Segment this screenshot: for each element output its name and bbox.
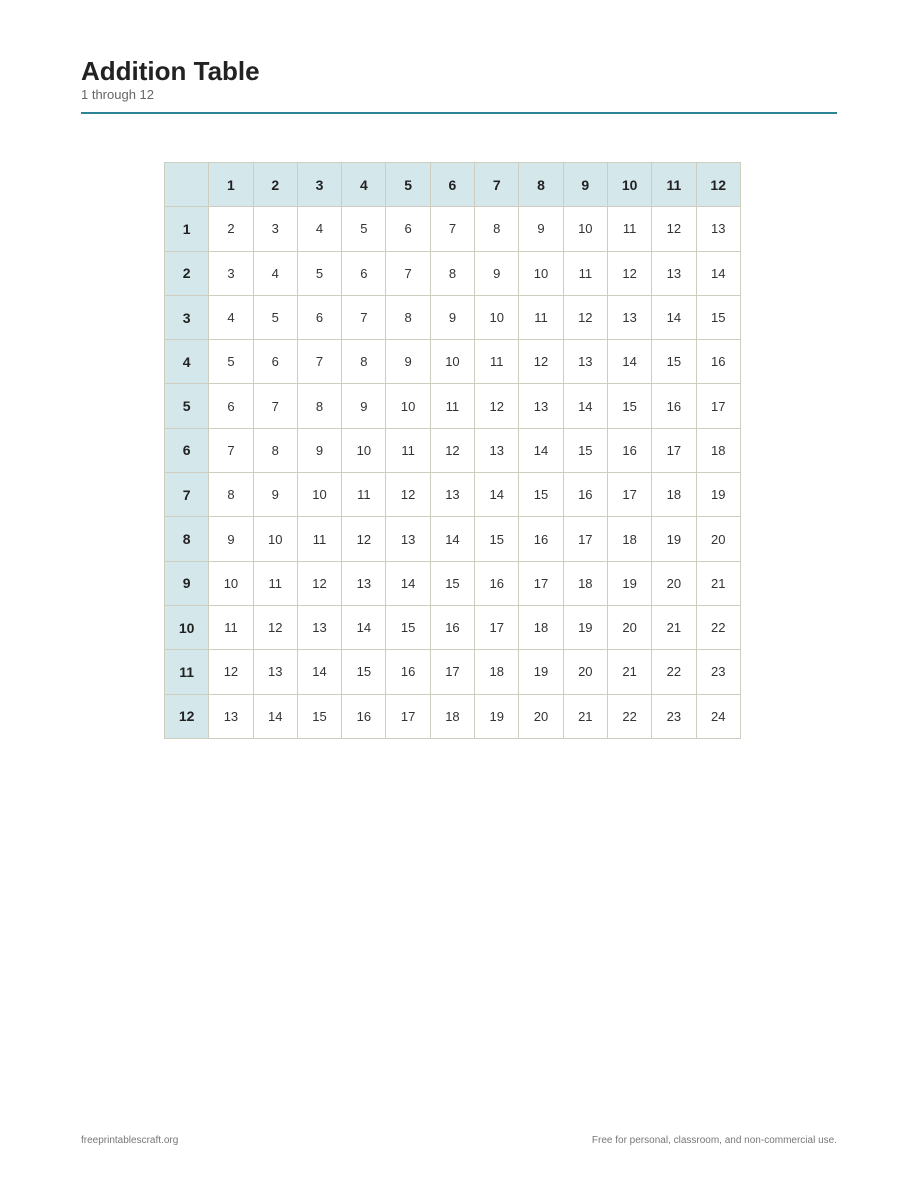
table-cell: 13 bbox=[652, 251, 696, 295]
table-row bbox=[165, 428, 741, 472]
table-cell: 9 bbox=[209, 517, 253, 561]
table-cell: 5 bbox=[297, 251, 341, 295]
table-body bbox=[165, 207, 741, 739]
table-cell: 14 bbox=[607, 340, 651, 384]
table-cell: 19 bbox=[475, 694, 519, 738]
table-cell: 14 bbox=[297, 650, 341, 694]
table-cell: 5 bbox=[342, 207, 386, 251]
table-cell: 15 bbox=[519, 473, 563, 517]
table-cell: 16 bbox=[563, 473, 607, 517]
table-row bbox=[165, 251, 741, 295]
column-header: 7 bbox=[475, 163, 519, 207]
table-cell: 8 bbox=[297, 384, 341, 428]
table-row bbox=[165, 694, 741, 738]
row-header: 12 bbox=[165, 694, 209, 738]
table-cell: 16 bbox=[696, 340, 740, 384]
footer-usage-note: Free for personal, classroom, and non-commercial use. bbox=[591, 1135, 837, 1146]
table-cell: 12 bbox=[386, 473, 430, 517]
table-cell: 18 bbox=[652, 473, 696, 517]
table-cell: 14 bbox=[430, 517, 474, 561]
table-cell: 10 bbox=[253, 517, 297, 561]
table-cell: 11 bbox=[519, 295, 563, 339]
table-cell: 12 bbox=[652, 207, 696, 251]
table-cell: 10 bbox=[342, 428, 386, 472]
table-cell: 11 bbox=[430, 384, 474, 428]
table-cell: 11 bbox=[209, 605, 253, 649]
table-cell: 10 bbox=[430, 340, 474, 384]
table-cell: 22 bbox=[607, 694, 651, 738]
addition-table bbox=[164, 162, 741, 739]
table-cell: 12 bbox=[342, 517, 386, 561]
table-cell: 13 bbox=[475, 428, 519, 472]
row-header: 5 bbox=[165, 384, 209, 428]
table-cell: 5 bbox=[209, 340, 253, 384]
table-cell: 8 bbox=[209, 473, 253, 517]
table-cell: 20 bbox=[652, 561, 696, 605]
table-cell: 14 bbox=[475, 473, 519, 517]
table-cell: 15 bbox=[297, 694, 341, 738]
table-cell: 22 bbox=[696, 605, 740, 649]
row-header: 9 bbox=[165, 561, 209, 605]
table-cell: 13 bbox=[297, 605, 341, 649]
table-cell: 9 bbox=[386, 340, 430, 384]
table-cell: 11 bbox=[386, 428, 430, 472]
table-cell: 11 bbox=[253, 561, 297, 605]
table-cell: 23 bbox=[696, 650, 740, 694]
table-cell: 6 bbox=[386, 207, 430, 251]
table-cell: 14 bbox=[342, 605, 386, 649]
table-cell: 3 bbox=[209, 251, 253, 295]
table-cell: 16 bbox=[342, 694, 386, 738]
table-cell: 17 bbox=[563, 517, 607, 561]
table-cell: 13 bbox=[209, 694, 253, 738]
row-header: 7 bbox=[165, 473, 209, 517]
table-cell: 8 bbox=[386, 295, 430, 339]
table-cell: 13 bbox=[607, 295, 651, 339]
table-cell: 18 bbox=[607, 517, 651, 561]
table-cell: 15 bbox=[607, 384, 651, 428]
table-cell: 8 bbox=[475, 207, 519, 251]
row-header: 11 bbox=[165, 650, 209, 694]
table-cell: 16 bbox=[475, 561, 519, 605]
table-cell: 16 bbox=[386, 650, 430, 694]
table-cell: 6 bbox=[209, 384, 253, 428]
table-cell: 15 bbox=[386, 605, 430, 649]
table-cell: 7 bbox=[209, 428, 253, 472]
table-cell: 11 bbox=[297, 517, 341, 561]
table-cell: 21 bbox=[652, 605, 696, 649]
table-cell: 11 bbox=[475, 340, 519, 384]
table-cell: 18 bbox=[519, 605, 563, 649]
table-cell: 10 bbox=[209, 561, 253, 605]
column-header: 1 bbox=[209, 163, 253, 207]
column-header: 4 bbox=[342, 163, 386, 207]
table-cell: 19 bbox=[607, 561, 651, 605]
table-cell: 5 bbox=[253, 295, 297, 339]
table-cell: 21 bbox=[696, 561, 740, 605]
row-header: 6 bbox=[165, 428, 209, 472]
column-header: 12 bbox=[696, 163, 740, 207]
column-header: 11 bbox=[652, 163, 696, 207]
table-cell: 20 bbox=[563, 650, 607, 694]
column-header: 5 bbox=[386, 163, 430, 207]
table-cell: 12 bbox=[607, 251, 651, 295]
table-cell: 13 bbox=[563, 340, 607, 384]
column-header: 3 bbox=[297, 163, 341, 207]
table-cell: 18 bbox=[475, 650, 519, 694]
column-header-row bbox=[165, 163, 741, 207]
table-cell: 12 bbox=[563, 295, 607, 339]
table-row bbox=[165, 384, 741, 428]
row-header: 2 bbox=[165, 251, 209, 295]
table-row bbox=[165, 605, 741, 649]
column-header: 10 bbox=[607, 163, 651, 207]
table-row bbox=[165, 561, 741, 605]
table-cell: 12 bbox=[209, 650, 253, 694]
table-cell: 2 bbox=[209, 207, 253, 251]
table-cell: 16 bbox=[607, 428, 651, 472]
table-cell: 10 bbox=[386, 384, 430, 428]
row-header: 3 bbox=[165, 295, 209, 339]
table-row bbox=[165, 295, 741, 339]
table-cell: 16 bbox=[519, 517, 563, 561]
table-cell: 16 bbox=[652, 384, 696, 428]
table-cell: 12 bbox=[430, 428, 474, 472]
table-cell: 9 bbox=[297, 428, 341, 472]
table-cell: 15 bbox=[430, 561, 474, 605]
table-cell: 7 bbox=[430, 207, 474, 251]
table-cell: 10 bbox=[519, 251, 563, 295]
table-cell: 11 bbox=[342, 473, 386, 517]
row-header: 4 bbox=[165, 340, 209, 384]
table-cell: 12 bbox=[519, 340, 563, 384]
table-cell: 17 bbox=[475, 605, 519, 649]
table-cell: 7 bbox=[386, 251, 430, 295]
table-cell: 13 bbox=[342, 561, 386, 605]
table-cell: 15 bbox=[342, 650, 386, 694]
table-cell: 9 bbox=[342, 384, 386, 428]
table-cell: 9 bbox=[430, 295, 474, 339]
table-cell: 22 bbox=[652, 650, 696, 694]
table-cell: 7 bbox=[253, 384, 297, 428]
table-cell: 8 bbox=[430, 251, 474, 295]
table-cell: 17 bbox=[607, 473, 651, 517]
table-cell: 9 bbox=[519, 207, 563, 251]
footer-site-name: freeprintablescraft.org bbox=[81, 1135, 179, 1146]
table-row bbox=[165, 207, 741, 251]
table-cell: 8 bbox=[342, 340, 386, 384]
table-row bbox=[165, 517, 741, 561]
table-cell: 21 bbox=[607, 650, 651, 694]
table-cell: 10 bbox=[563, 207, 607, 251]
table-cell: 19 bbox=[563, 605, 607, 649]
table-cell: 7 bbox=[342, 295, 386, 339]
table-cell: 4 bbox=[297, 207, 341, 251]
table-cell: 20 bbox=[696, 517, 740, 561]
table-cell: 20 bbox=[519, 694, 563, 738]
table-cell: 17 bbox=[430, 650, 474, 694]
page-subtitle: 1 through 12 bbox=[81, 87, 155, 102]
table-cell: 3 bbox=[253, 207, 297, 251]
table-cell: 6 bbox=[253, 340, 297, 384]
table-cell: 6 bbox=[342, 251, 386, 295]
table-cell: 19 bbox=[652, 517, 696, 561]
table-cell: 17 bbox=[696, 384, 740, 428]
table-cell: 13 bbox=[253, 650, 297, 694]
table-cell: 6 bbox=[297, 295, 341, 339]
table-cell: 19 bbox=[519, 650, 563, 694]
table-cell: 4 bbox=[253, 251, 297, 295]
table-cell: 17 bbox=[519, 561, 563, 605]
table-cell: 14 bbox=[519, 428, 563, 472]
table-cell: 15 bbox=[475, 517, 519, 561]
table-cell: 17 bbox=[652, 428, 696, 472]
table-cell: 10 bbox=[475, 295, 519, 339]
table-cell: 21 bbox=[563, 694, 607, 738]
table-cell: 8 bbox=[253, 428, 297, 472]
table-cell: 17 bbox=[386, 694, 430, 738]
table-cell: 19 bbox=[696, 473, 740, 517]
table-cell: 12 bbox=[475, 384, 519, 428]
table-cell: 13 bbox=[430, 473, 474, 517]
table-row bbox=[165, 340, 741, 384]
table-cell: 14 bbox=[253, 694, 297, 738]
table-cell: 7 bbox=[297, 340, 341, 384]
table-cell: 15 bbox=[652, 340, 696, 384]
row-header: 1 bbox=[165, 207, 209, 251]
table-cell: 18 bbox=[696, 428, 740, 472]
table-cell: 9 bbox=[475, 251, 519, 295]
table-cell: 13 bbox=[386, 517, 430, 561]
table-cell: 14 bbox=[386, 561, 430, 605]
table-cell: 13 bbox=[519, 384, 563, 428]
column-header: 6 bbox=[430, 163, 474, 207]
corner-cell bbox=[165, 163, 209, 207]
table-cell: 11 bbox=[607, 207, 651, 251]
table-cell: 9 bbox=[253, 473, 297, 517]
page-title: Addition Table bbox=[81, 56, 260, 86]
table-cell: 13 bbox=[696, 207, 740, 251]
table-row bbox=[165, 650, 741, 694]
column-header: 8 bbox=[519, 163, 563, 207]
table-cell: 12 bbox=[297, 561, 341, 605]
row-header: 10 bbox=[165, 605, 209, 649]
table-cell: 11 bbox=[563, 251, 607, 295]
table-cell: 20 bbox=[607, 605, 651, 649]
table-cell: 10 bbox=[297, 473, 341, 517]
table-cell: 14 bbox=[652, 295, 696, 339]
table-cell: 15 bbox=[696, 295, 740, 339]
table-cell: 23 bbox=[652, 694, 696, 738]
page-header bbox=[81, 56, 837, 114]
table-cell: 18 bbox=[430, 694, 474, 738]
table-cell: 18 bbox=[563, 561, 607, 605]
row-header: 8 bbox=[165, 517, 209, 561]
table-cell: 14 bbox=[563, 384, 607, 428]
table-cell: 4 bbox=[209, 295, 253, 339]
column-header: 9 bbox=[563, 163, 607, 207]
column-header: 2 bbox=[253, 163, 297, 207]
table-cell: 16 bbox=[430, 605, 474, 649]
table-cell: 14 bbox=[696, 251, 740, 295]
table-row bbox=[165, 473, 741, 517]
table-cell: 24 bbox=[696, 694, 740, 738]
table-cell: 15 bbox=[563, 428, 607, 472]
table-cell: 12 bbox=[253, 605, 297, 649]
